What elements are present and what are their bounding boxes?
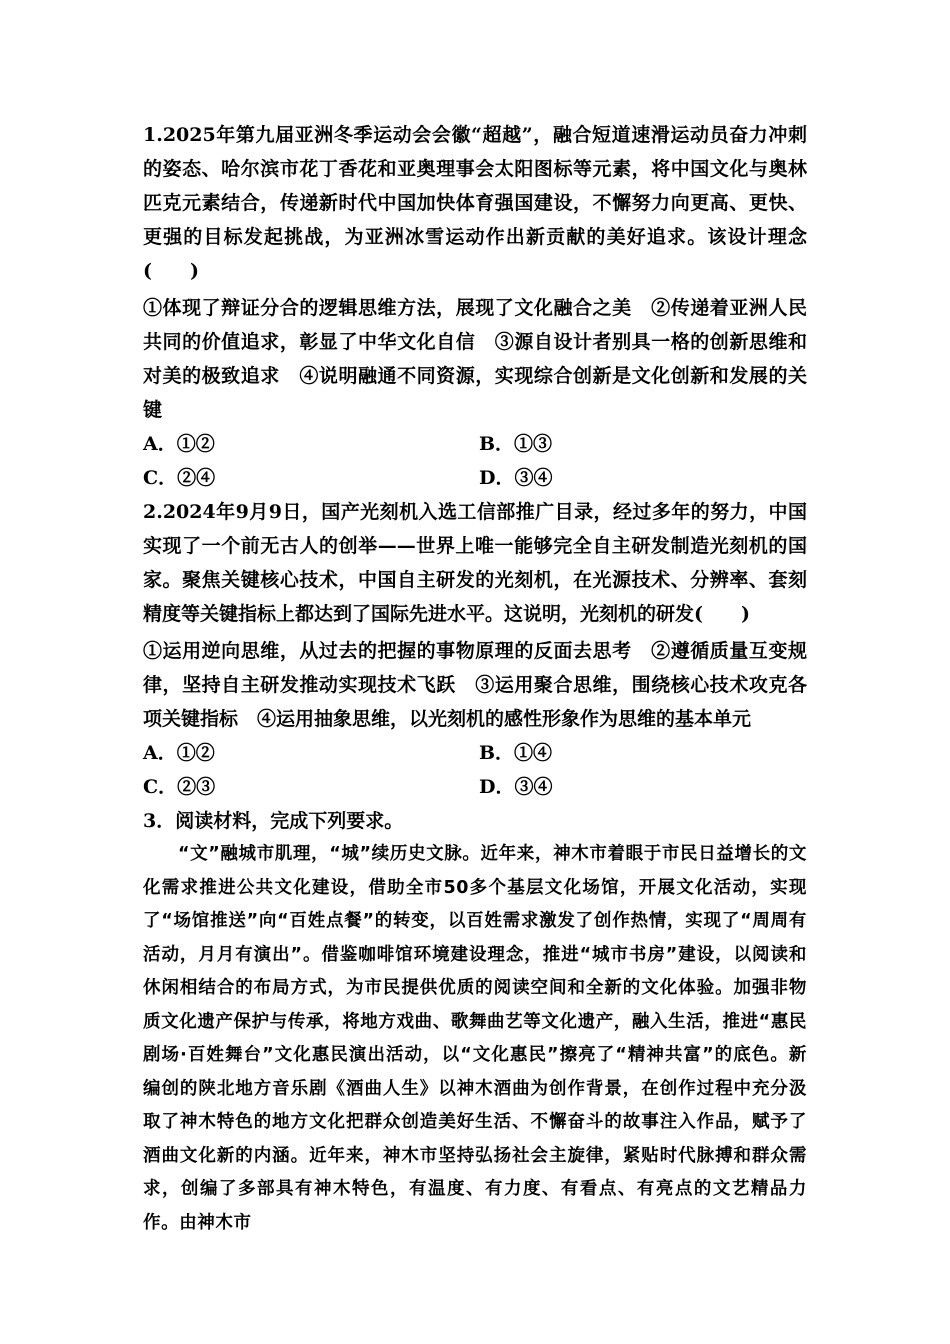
- question-2-option-b: B．①④: [479, 742, 553, 764]
- question-1-options-row-1: [143, 427, 807, 461]
- question-1-option-d: D．③④: [479, 467, 553, 489]
- question-2-option-d: D．③④: [479, 776, 553, 798]
- question-2-options-row-2: [143, 770, 807, 804]
- question-2-option-a: A．①②: [143, 742, 215, 764]
- question-2: [143, 495, 807, 804]
- question-3: [143, 804, 807, 1240]
- question-1-option-b: B．①③: [479, 433, 553, 455]
- question-1-stem: 1.2025年第九届亚洲冬季运动会会徽“超越”，融合短道速滑运动员奋力冲刺的姿态、哈尔滨市花丁香花和亚奥理事会太阳图标等元素，将中国文化与奥林匹克元素结合，传递新时代中国加快体育强国建设，不懈努力向更高、更快、更强的目标发起挑战，为亚洲冰雪运动作出新贡献的美好追求。该设计理念( ): [143, 124, 807, 282]
- question-3-material: “文”融城市肌理，“城”续历史文脉。近年来，神木市着眼于市民日益增长的文化需求推进公共文化建设，借助全市50多个基层文化场馆，开展文化活动，实现了“场馆推送”向“百姓点餐”的转变，以百姓需求激发了创作热情，实现了“周周有活动，月月有演出”。借鉴咖啡馆环境建设理念，推进“城市书房”建设，以阅读和休闲相结合的布局方式，为市民提供优质的阅读空间和全新的文化体验。加强非物质文化遗产保护与传承，将地方戏曲、歌舞曲艺等文化遗产，融入生活，推进“惠民剧场·百姓舞台”文化惠民演出活动，以“文化惠民”擦亮了“精神共富”的底色。新编创的陕北地方音乐剧《酒曲人生》以神木酒曲为创作背景，在创作过程中充分汲取了神木特色的地方文化把群众创造美好生活、不懈奋斗的故事注入作品，赋予了酒曲文化新的内涵。近年来，神木市坚持弘扬社会主旋律，紧贴时代脉搏和群众需求，创编了多部具有神木特色，有温度、有力度、有看点、有亮点的文艺精品力作。由神木市: [143, 844, 807, 1233]
- question-2-stem: 2.2024年9月9日，国产光刻机入选工信部推广目录，经过多年的努力，中国实现了一个前无古人的创举——世界上唯一能够完全自主研发制造光刻机的国家。聚焦关键核心技术，中国自主研发的光刻机，在光源技术、分辨率、套刻精度等关键指标上都达到了国际先进水平。这说明，光刻机的研发( ): [143, 501, 807, 625]
- question-1-options-row-2: [143, 461, 807, 495]
- page-content: [143, 118, 807, 1240]
- question-3-task: 3．阅读材料，完成下列要求。: [143, 810, 404, 832]
- question-1-option-c: C．②④: [143, 467, 216, 489]
- question-1-statements: ①体现了辩证分合的逻辑思维方法，展现了文化融合之美 ②传递着亚洲人民共同的价值追求，彰显了中华文化自信 ③源自设计者别具一格的创新思维和对美的极致追求 ④说明融通不同资源，实现综合创新是文化创新和发展的关键: [143, 297, 807, 421]
- question-1-option-a: A．①②: [143, 433, 215, 455]
- question-1: [143, 118, 807, 495]
- question-2-option-c: C．②③: [143, 776, 216, 798]
- question-2-options-row-1: [143, 736, 807, 770]
- question-2-statements: ①运用逆向思维，从过去的把握的事物原理的反面去思考 ②遵循质量互变规律，坚持自主研发推动实现技术飞跃 ③运用聚合思维，围绕核心技术攻克各项关键指标 ④运用抽象思维，以光刻机的感性形象作为思维的基本单元: [143, 640, 807, 730]
